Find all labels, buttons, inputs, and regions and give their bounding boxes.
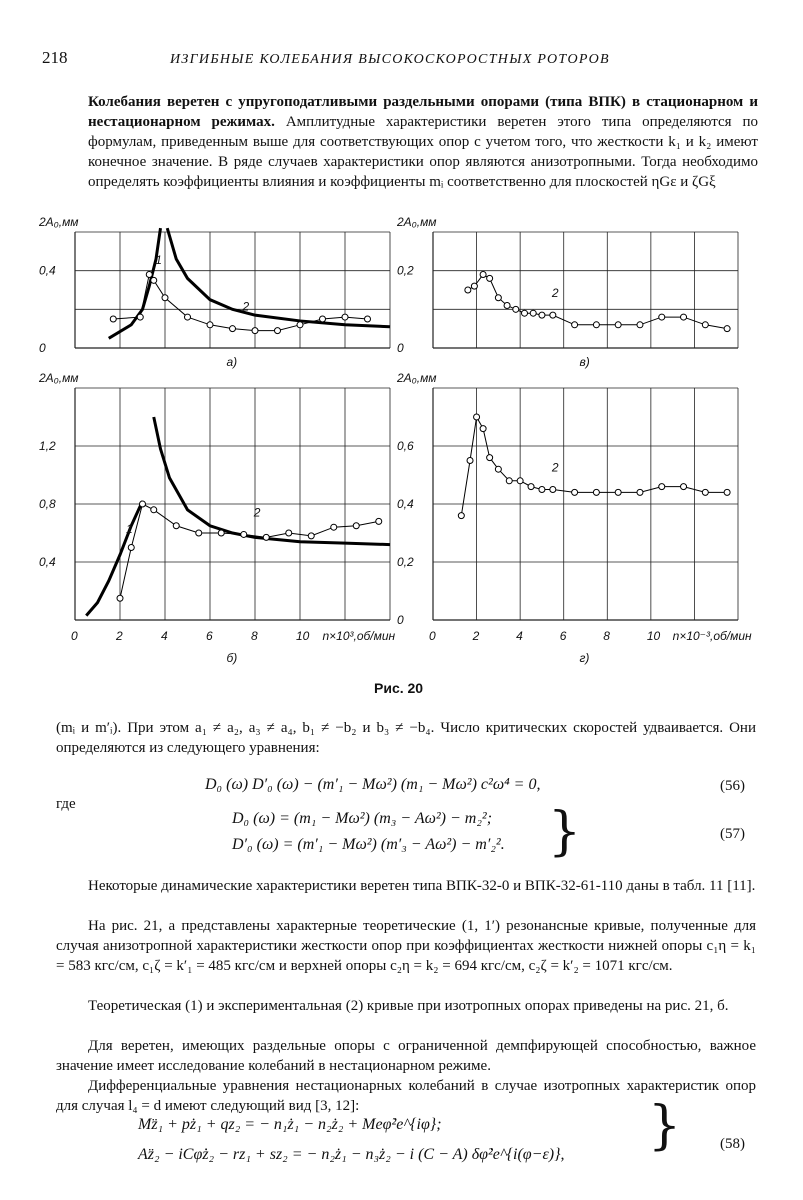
intro-text: Амплитудные характеристики веретен этого типа определяются по формулам, приведенным выше для соответствующих опор с учетом того, что жесткости k₁ и k₂ имеют конечное значение. В ряде случаев характеристики опор являются анизотропными. Тогда необходимо определять коэффициенты влияния и коэффициенты mᵢ соответственно для плоскостей ηGε и ζGξ	[88, 114, 759, 190]
panel-label: г)	[579, 651, 590, 665]
series-2-point	[593, 489, 599, 495]
equation-58b: Az̈₂ − iCφ̇ż₂ − rz₁ + sz₂ = − n₂ż₁ − n₃ż₂ − i (C − A) δφ̇²e^{i(φ−ε)},	[138, 1146, 565, 1163]
running-head: ИЗГИБНЫЕ КОЛЕБАНИЯ ВЫСОКОСКОРОСТНЫХ РОТОРОВ	[170, 52, 610, 67]
y-axis-label: 2A₀,мм	[397, 215, 437, 229]
series-2-line	[468, 275, 727, 329]
series-2-point	[522, 310, 528, 316]
series-2-point	[487, 455, 493, 461]
series-1-label: 1	[155, 253, 162, 268]
y-tick-label: 0,2	[397, 263, 414, 278]
series-2-point	[308, 533, 314, 539]
paragraph-6: Дифференциальные уравнения нестационарных колебаний в случае изотропных характеристик опор для случая l₄ = d имеют следующий вид [3, 12]:	[56, 1078, 756, 1114]
chart-g	[398, 368, 773, 668]
x-tick-label: 2	[472, 629, 480, 643]
series-2-point	[275, 328, 281, 334]
y-axis-label: 2A₀,мм	[397, 371, 437, 385]
series-2-point	[572, 489, 578, 495]
series-1-line	[86, 501, 142, 616]
series-2-point	[110, 316, 116, 322]
figure-caption: Рис. 20	[374, 680, 424, 696]
series-2-point	[252, 328, 258, 334]
paragraph-1: (mᵢ и m′ᵢ). При этом a₁ ≠ a₂, a₃ ≠ a₄, b₁ ≠ −b₂ и b₃ ≠ −b₄. Число критических скоростей удваивается. Они определяются из следующего уравнения:	[56, 720, 756, 756]
where-label: где	[56, 796, 76, 812]
series-2-point	[342, 314, 348, 320]
x-axis-label: n×10⁻³,об/мин	[672, 629, 752, 643]
series-2-point	[681, 484, 687, 490]
series-2-point	[637, 322, 643, 328]
x-tick-label: 8	[603, 629, 610, 643]
x-tick-label: 0	[71, 629, 78, 643]
series-2-point	[572, 322, 578, 328]
series-2-point	[615, 322, 621, 328]
panel-label: в)	[579, 355, 590, 369]
series-2-point	[162, 295, 168, 301]
series-2-point	[480, 426, 486, 432]
series-2-point	[550, 487, 556, 493]
series-2-point	[196, 530, 202, 536]
series-2-line	[120, 504, 379, 598]
series-2-point	[513, 306, 519, 312]
series-2-point	[659, 484, 665, 490]
equation-58a: Mz̈₁ + pż₁ + qz₂ = − n₁ż₁ − n₂ż₂ + Meφ̇²e^{iφ};	[138, 1116, 442, 1133]
x-axis-label: n×10³,об/мин	[322, 629, 396, 643]
series-2-point	[471, 283, 477, 289]
series-2-point	[539, 312, 545, 318]
intro-paragraph	[88, 92, 758, 192]
series-2-point	[185, 314, 191, 320]
series-2-point	[207, 322, 213, 328]
equation-56: D₀ (ω) D′₀ (ω) − (m′₁ − Mω²) (m₁ − Mω²) c²ω⁴ = 0,	[205, 776, 541, 793]
y-tick-label: 0,4	[397, 497, 414, 511]
intro-bold: Колебания веретен с упругоподатливыми раздельными опорами (типа ВПК) в стационарном и нестационарном режимах.	[88, 94, 758, 130]
series-2-point	[550, 312, 556, 318]
y-tick-label: 0	[39, 341, 46, 355]
equation-57-number: (57)	[720, 826, 745, 842]
equation-57b: D′₀ (ω) = (m′₁ − Mω²) (m′₃ − Aω²) − m′₂².	[232, 836, 505, 853]
y-tick-label: 1,2	[39, 439, 56, 453]
series-2-point	[467, 458, 473, 464]
y-tick-label: 0,2	[397, 555, 414, 569]
series-1-label: 1	[126, 521, 133, 536]
series-2-label: 2	[242, 299, 250, 314]
equation-58-number: (58)	[720, 1136, 745, 1152]
series-2-point	[724, 489, 730, 495]
y-tick-label: 0,6	[397, 439, 414, 453]
y-tick-label: 0,8	[39, 497, 56, 511]
series-2-point	[230, 326, 236, 332]
series-2-label: 2	[253, 505, 261, 520]
series-2-point	[376, 518, 382, 524]
series-2-label: 2	[551, 286, 559, 301]
series-1-line	[167, 228, 390, 327]
y-tick-label: 0,4	[39, 555, 56, 569]
series-2-point	[495, 295, 501, 301]
series-2-point	[593, 322, 599, 328]
series-2-point	[465, 287, 471, 293]
x-tick-label: 6	[206, 629, 213, 643]
y-tick-label: 0,4	[39, 263, 56, 278]
y-axis-label: 2A₀,мм	[39, 371, 79, 385]
series-2-point	[353, 523, 359, 529]
series-2-point	[128, 545, 134, 551]
series-2-point	[506, 478, 512, 484]
x-tick-label: 10	[646, 629, 661, 643]
x-tick-label: 0	[429, 629, 436, 643]
y-axis-label: 2A₀,мм	[39, 215, 79, 229]
series-2-label: 2	[551, 460, 559, 475]
paragraph-4: Теоретическая (1) и экспериментальная (2) кривые при изотропных опорах приведены на рис. 21, б.	[88, 998, 729, 1014]
series-2-point	[286, 530, 292, 536]
paragraph-5: Для веретен, имеющих раздельные опоры с ограниченной демпфирующей способностью, важное значение имеет исследование колебаний в нестационарном режиме.	[56, 1038, 756, 1074]
series-2-point	[173, 523, 179, 529]
series-2-point	[681, 314, 687, 320]
series-2-point	[637, 489, 643, 495]
series-2-point	[724, 326, 730, 332]
x-tick-label: 6	[559, 629, 567, 643]
x-tick-label: 8	[251, 629, 258, 643]
series-2-point	[297, 322, 303, 328]
series-2-point	[528, 484, 534, 490]
brace-57: }	[548, 802, 582, 862]
paragraph-2: Некоторые динамические характеристики веретен типа ВПК-32-0 и ВПК-32-61-110 даны в табл. 11 [11].	[88, 878, 756, 894]
series-2-point	[504, 302, 510, 308]
series-2-point	[495, 466, 501, 472]
y-tick-label: 0	[397, 613, 404, 627]
series-2-point	[365, 316, 371, 322]
series-2-point	[474, 414, 480, 420]
series-2-point	[320, 316, 326, 322]
paragraph-3: На рис. 21, а представлены характерные теоретические (1, 1′) резонансные кривые, полученные для случая анизотропной характеристики жесткости опор при коэффициентах жесткости нижней опоры c₁η = k₁ = 583 кгс/см, c₁ζ = k′₁ = 485 кгс/см и верхней опоры c₂η = k₂ = 694 кгс/см, c₂ζ = k′₂ = 1071 кгс/см.	[56, 918, 756, 974]
series-2-point	[140, 501, 146, 507]
equation-56-number: (56)	[720, 778, 745, 794]
page-number: 218	[42, 48, 68, 67]
brace-58: }	[648, 1096, 682, 1156]
series-2-point	[530, 310, 536, 316]
series-2-point	[458, 513, 464, 519]
y-tick-label: 0	[397, 341, 404, 355]
panel-label: б)	[226, 651, 238, 665]
series-2-point	[702, 489, 708, 495]
series-2-point	[615, 489, 621, 495]
chart-a	[30, 212, 400, 387]
series-2-point	[263, 534, 269, 540]
x-tick-label: 4	[516, 629, 523, 643]
series-2-point	[117, 595, 123, 601]
panel-label: а)	[226, 355, 238, 369]
series-2-point	[151, 507, 157, 513]
series-2-point	[517, 478, 523, 484]
x-tick-label: 4	[161, 629, 168, 643]
x-tick-label: 2	[116, 629, 123, 643]
series-2-point	[487, 275, 493, 281]
series-2-point	[241, 531, 247, 537]
chart-b	[30, 368, 400, 668]
series-2-point	[331, 524, 337, 530]
series-2-point	[137, 314, 143, 320]
chart-v	[398, 212, 773, 387]
x-tick-label: 10	[296, 629, 310, 643]
equation-57a: D₀ (ω) = (m₁ − Mω²) (m₃ − Aω²) − m₂²;	[232, 810, 493, 827]
series-2-point	[218, 530, 224, 536]
series-2-line	[461, 417, 727, 516]
series-2-point	[146, 272, 152, 278]
series-2-point	[702, 322, 708, 328]
series-2-point	[659, 314, 665, 320]
series-2-point	[480, 272, 486, 278]
series-2-point	[539, 487, 545, 493]
series-2-point	[151, 277, 157, 283]
